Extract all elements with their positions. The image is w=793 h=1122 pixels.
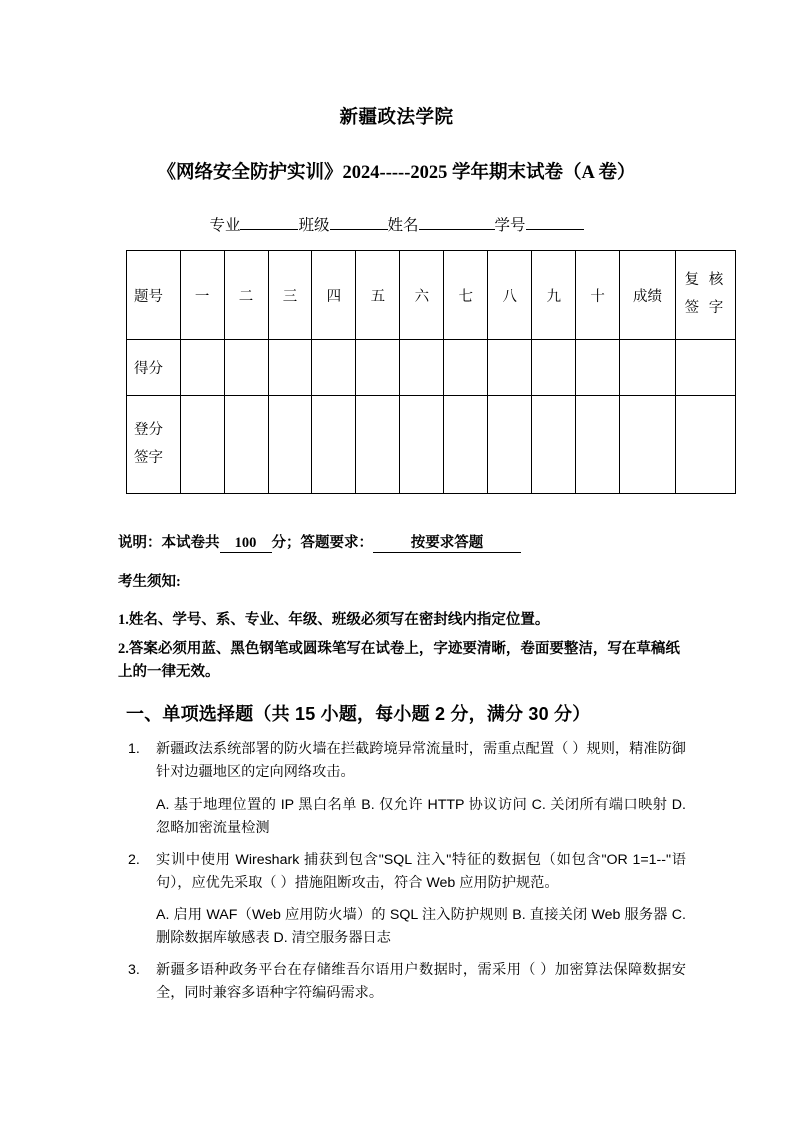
- class-label: 班级: [298, 217, 330, 234]
- review-label-line2: 签 字: [684, 300, 727, 316]
- col-header-1: 一: [180, 251, 224, 340]
- row-score-label: 得分: [127, 340, 181, 396]
- table-row-score: [127, 340, 736, 396]
- score-cell-9[interactable]: [532, 340, 576, 396]
- signature-cell-10[interactable]: [576, 396, 620, 494]
- signature-cell-4[interactable]: [312, 396, 356, 494]
- notice-item-1: 1.姓名、学号、系、专业、年级、班级必须写在密封线内指定位置。: [118, 612, 550, 628]
- student-id-blank[interactable]: [526, 214, 584, 231]
- name-label: 姓名: [387, 217, 419, 234]
- description-middle: 分；答题要求：: [271, 535, 373, 551]
- score-cell-6[interactable]: [400, 340, 444, 396]
- col-header-7: 七: [444, 251, 488, 340]
- exam-description-line: [118, 531, 521, 553]
- notice-heading: 考生须知:: [118, 574, 181, 590]
- signature-cell-total[interactable]: [620, 396, 676, 494]
- col-header-total: 成绩: [620, 251, 676, 340]
- question-list: [126, 738, 686, 1015]
- col-header-9: 九: [532, 251, 576, 340]
- col-header-8: 八: [488, 251, 532, 340]
- name-blank[interactable]: [419, 214, 495, 231]
- major-blank[interactable]: [240, 214, 298, 231]
- student-id-label: 学号: [494, 217, 526, 234]
- class-blank[interactable]: [330, 214, 388, 231]
- question-2-stem: 实训中使用 Wireshark 捕获到包含"SQL 注入"特征的数据包（如包含"OR 1=1--"语句），应优先采取（ ）措施阻断攻击，符合 Web 应用防护规范。: [156, 851, 686, 891]
- score-cell-7[interactable]: [444, 340, 488, 396]
- exam-title: 《网络安全防护实训》2024-----2025 学年期末试卷（A 卷）: [157, 163, 636, 183]
- row-header-label: 题号: [127, 251, 181, 340]
- question-item-1: [126, 738, 686, 840]
- col-header-10: 十: [576, 251, 620, 340]
- description-prefix: 说明：本试卷共: [118, 535, 220, 551]
- col-header-4: 四: [312, 251, 356, 340]
- question-item-2: [126, 849, 686, 951]
- question-3-stem-wrap: [126, 959, 686, 1006]
- score-table: [126, 250, 736, 494]
- review-label-line1: 复 核: [684, 272, 727, 289]
- score-cell-1[interactable]: [180, 340, 224, 396]
- score-cell-4[interactable]: [312, 340, 356, 396]
- signature-cell-1[interactable]: [180, 396, 224, 494]
- answer-requirement-value: 按要求答题: [373, 531, 521, 553]
- col-header-3: 三: [268, 251, 312, 340]
- score-cell-review[interactable]: [675, 340, 735, 396]
- question-1-options[interactable]: A. 基于地理位置的 IP 黑白名单 B. 仅允许 HTTP 协议访问 C. 关闭所有端口映射 D. 忽略加密流量检测: [156, 796, 686, 836]
- signature-cell-review[interactable]: [675, 396, 735, 494]
- question-3-number: 3.: [128, 962, 140, 979]
- signature-cell-5[interactable]: [356, 396, 400, 494]
- signature-cell-3[interactable]: [268, 396, 312, 494]
- score-cell-10[interactable]: [576, 340, 620, 396]
- signature-cell-6[interactable]: [400, 396, 444, 494]
- question-3-stem: 新疆多语种政务平台在存储维吾尔语用户数据时，需采用（ ）加密算法保障数据安全，同时兼容多语种字符编码需求。: [156, 962, 686, 1002]
- signature-label-line2: 签字: [134, 449, 163, 466]
- major-label: 专业: [209, 217, 241, 234]
- section-heading-choice: 一、单项选择题（共 15 小题，每小题 2 分，满分 30 分）: [126, 704, 591, 724]
- total-points-value: 100: [220, 535, 272, 553]
- question-2-number: 2.: [128, 851, 140, 868]
- col-header-5: 五: [356, 251, 400, 340]
- signature-cell-9[interactable]: [532, 396, 576, 494]
- question-1-stem: 新疆政法系统部署的防火墙在拦截跨境异常流量时，需重点配置（ ）规则，精准防御针对边疆地区的定向网络攻击。: [156, 741, 686, 781]
- student-info-line: [0, 213, 793, 235]
- score-cell-8[interactable]: [488, 340, 532, 396]
- school-title: 新疆政法学院: [339, 108, 454, 128]
- score-cell-5[interactable]: [356, 340, 400, 396]
- question-2-stem-wrap: [126, 849, 686, 896]
- table-row-header: [127, 251, 736, 340]
- col-header-review-signature: [675, 251, 735, 340]
- question-1-number: 1.: [128, 741, 140, 757]
- row-signature-label: [127, 396, 181, 494]
- signature-label-line1: 登分: [134, 421, 163, 438]
- signature-cell-8[interactable]: [488, 396, 532, 494]
- score-cell-3[interactable]: [268, 340, 312, 396]
- score-cell-total[interactable]: [620, 340, 676, 396]
- question-2-options[interactable]: A. 启用 WAF（Web 应用防火墙）的 SQL 注入防护规则 B. 直接关闭 Web 服务器 C. 删除数据库敏感表 D. 清空服务器日志: [156, 907, 686, 947]
- notice-item-2: 2.答案必须用蓝、黑色钢笔或圆珠笔写在试卷上，字迹要清晰，卷面要整洁，写在草稿纸上的一律无效。: [118, 641, 680, 681]
- signature-cell-7[interactable]: [444, 396, 488, 494]
- question-1-stem-wrap: [126, 738, 686, 785]
- table-row-signature: [127, 396, 736, 494]
- col-header-6: 六: [400, 251, 444, 340]
- col-header-2: 二: [224, 251, 268, 340]
- question-item-3: [126, 959, 686, 1006]
- score-cell-2[interactable]: [224, 340, 268, 396]
- signature-cell-2[interactable]: [224, 396, 268, 494]
